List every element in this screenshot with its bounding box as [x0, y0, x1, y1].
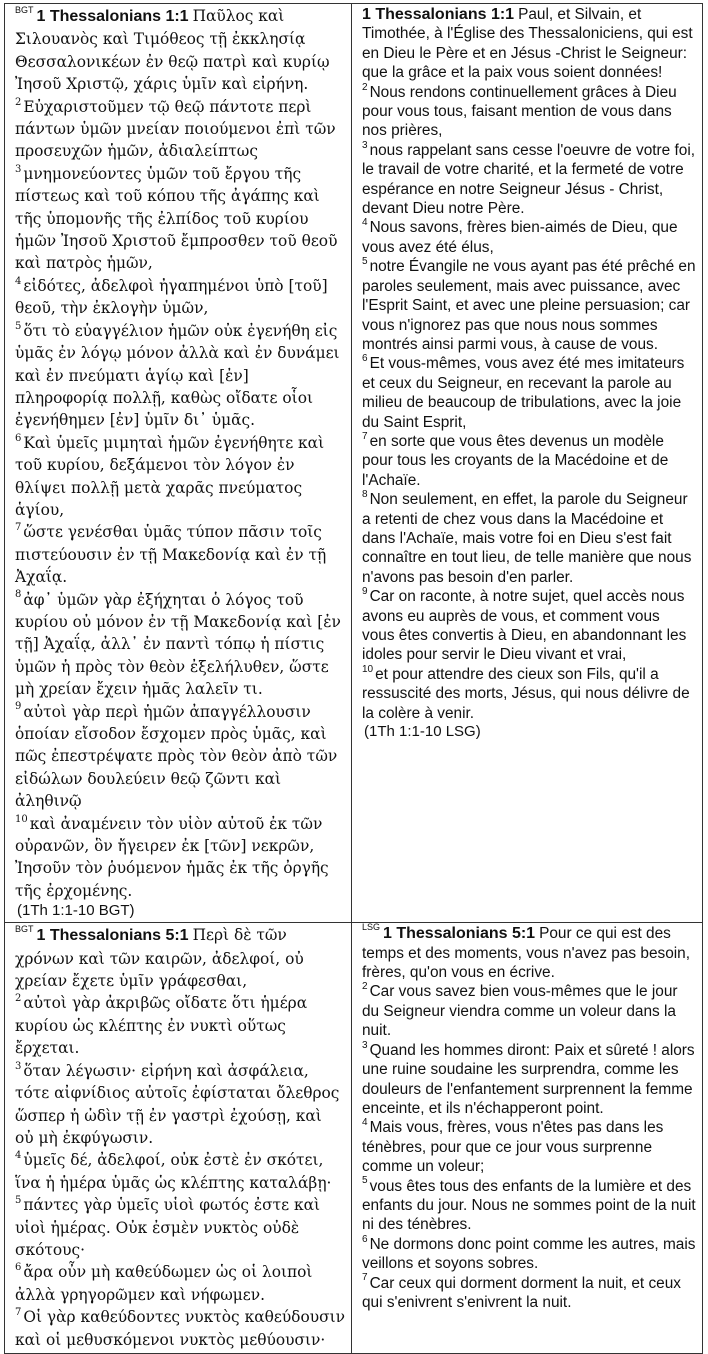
verse-number: 2 [15, 993, 22, 1005]
verse-number: 6 [15, 432, 22, 444]
verse [15, 589, 345, 701]
verse-number: 6 [362, 353, 368, 365]
verse-number: 7 [15, 1307, 22, 1319]
verse-number: 5 [362, 256, 368, 268]
verse [15, 992, 345, 1059]
verse [362, 1235, 696, 1274]
verse [15, 1261, 345, 1306]
verse [362, 1177, 696, 1235]
verse-number: 6 [362, 1233, 368, 1245]
french-passage-cell-1th-5 [352, 923, 703, 1354]
verse-number: 3 [362, 1039, 368, 1051]
verse [362, 982, 696, 1040]
verse [362, 257, 696, 354]
verse-number: 5 [362, 1175, 368, 1187]
verse-text: Pour ce qui est des temps et des moments, vous n'avez pas besoin, frères, qu'on vous en écrive. [362, 925, 691, 982]
french-passage-1th-1 [362, 5, 696, 741]
passage-citation: (1Th 1:1-10 BGT) [17, 902, 135, 920]
verse-text: Paul, et Silvain, et Timothée, à l'Église des Thessaloniciens, qui est en Dieu le Père et en Jésus -Christ le Seigneur: que la grâce et la paix vous soient données! [362, 6, 693, 82]
verse-text: Παῦλος καὶ Σιλουανὸς καὶ Τιμόθεος τῇ ἐκκλησίᾳ Θεσσαλονικέων ἐν θεῷ πατρὶ καὶ κυρίῳ Ἰησοῦ Χριστῷ, χάρις ὑμῖν καὶ εἰρήνη. [15, 7, 330, 94]
verse-text: et pour attendre des cieux son Fils, qu'il a ressuscité des morts, Jésus, qui nous délivre de la colère à venir. [362, 665, 690, 722]
verse-text: en sorte que vous êtes devenus un modèle pour tous les croyants de la Macédoine et de l'Achaïe. [362, 432, 669, 489]
passage-heading: 1 Thessalonians 5:1 [383, 925, 536, 943]
verse-text: notre Évangile ne vous ayant pas été prêché en paroles seulement, mais avec puissance, avec l'Esprit Saint, et avec une pleine persuasion; car vous n'ignorez pas que nous nous sommes montrés ainsi parmi vous, à cause de vous. [362, 258, 696, 353]
verse-text: ὅταν λέγωσιν· εἰρήνη καὶ ἀσφάλεια, τότε αἰφνίδιος αὐτοῖς ἐφίσταται ὄλεθρος ὥσπερ ἡ ὠδὶν τῇ ἐν γαστρὶ ἐχούσῃ, καὶ οὐ μὴ ἐκφύγωσιν. [15, 1061, 340, 1147]
verse-number: 2 [362, 81, 368, 93]
verse [362, 1041, 696, 1119]
verse [15, 813, 345, 903]
version-tag: BGT [15, 4, 34, 15]
verse-text: Car on raconte, à notre sujet, quel accès nous avons eu auprès de vous, et comment vous vous êtes convertis à Dieu, en abandonnant les idoles pour servir le Dieu vivant et vrai, [362, 588, 687, 664]
verse-number: 4 [15, 1150, 22, 1162]
verse [362, 1274, 696, 1313]
verse [362, 141, 696, 219]
verse-text: ὑμεῖς δέ, ἀδελφοί, οὐκ ἐστὲ ἐν σκότει, ἵνα ἡ ἡμέρα ὑμᾶς ὡς κλέπτης καταλάβῃ· [15, 1151, 332, 1192]
verse-text: Καὶ ὑμεῖς μιμηταὶ ἡμῶν ἐγενήθητε καὶ τοῦ κυρίου, δεξάμενοι τὸν λόγον ἐν θλίψει πολλῇ μετὰ χαρᾶς πνεύματος ἁγίου, [15, 433, 325, 519]
verse-number: 4 [362, 217, 368, 229]
passage-heading: 1 Thessalonians 1:1 [362, 6, 515, 23]
verse [362, 587, 696, 665]
verse [362, 5, 696, 83]
greek-passage-1th-1 [15, 5, 345, 920]
verse-number: 6 [15, 1262, 22, 1274]
verse [15, 432, 345, 522]
greek-passage-cell-1th-5 [5, 923, 352, 1354]
verse [15, 320, 345, 432]
verse [15, 521, 345, 588]
verse-text: μνημονεύοντες ὑμῶν τοῦ ἔργου τῆς πίστεως καὶ τοῦ κόπου τῆς ἀγάπης καὶ τῆς ὑπομονῆς τῆς ἐλπίδος τοῦ κυρίου ἡμῶν Ἰησοῦ Χριστοῦ ἔμπροσθεν τοῦ θεοῦ καὶ πατρὸς ἡμῶν, [15, 164, 338, 273]
greek-passage-cell-1th-1 [5, 4, 352, 923]
verse-text: Περὶ δὲ τῶν χρόνων καὶ τῶν καιρῶν, ἀδελφοί, οὐ χρείαν ἔχετε ὑμῖν γράφεσθαι, [15, 926, 304, 991]
verse-text: ὅτι τὸ εὐαγγέλιον ἡμῶν οὐκ ἐγενήθη εἰς ὑμᾶς ἐν λόγῳ μόνον ἀλλὰ καὶ ἐν δυνάμει καὶ ἐν πνεύματι ἁγίῳ καὶ [ἐν] πληροφορίᾳ πολλῇ, καθὼς οἴδατε οἷοι ἐγενήθημεν [ἐν] ὑμῖν δι᾽ ὑμᾶς. [15, 321, 340, 430]
verse-text: vous êtes tous des enfants de la lumière et des enfants du jour. Nous ne sommes point de la nuit ni des ténèbres. [362, 1177, 696, 1234]
version-tag: LSG [362, 922, 381, 933]
passage-heading: 1 Thessalonians 1:1 [36, 8, 189, 25]
verse [362, 218, 696, 257]
verse-text: Car ceux qui dorment dorment la nuit, et ceux qui s'enivrent s'enivrent la nuit. [362, 1274, 681, 1311]
verse [15, 1306, 345, 1351]
parallel-bible-table [4, 3, 703, 1354]
verse-number: 2 [15, 96, 22, 108]
verse-number: 10 [362, 663, 374, 675]
verse [15, 96, 345, 163]
verse-text: Nous rendons continuellement grâces à Dieu pour vous tous, faisant mention de vous dans nos prières, [362, 83, 677, 140]
verse-number: 7 [15, 522, 22, 534]
verse [362, 1118, 696, 1176]
verse [362, 665, 696, 723]
verse [15, 163, 345, 275]
verse-number: 5 [15, 1195, 22, 1206]
verse-number: 3 [15, 163, 22, 175]
verse-text: Εὐχαριστοῦμεν τῷ θεῷ πάντοτε περὶ πάντων ὑμῶν μνείαν ποιούμενοι ἐπὶ τῶν προσευχῶν ἡμῶν, ἀδιαλείπτως [15, 97, 336, 161]
verse-number: 2 [362, 981, 368, 993]
verse-text: Ne dormons donc point comme les autres, mais veillons et soyons sobres. [362, 1235, 696, 1273]
verse-text: αὐτοὶ γὰρ περὶ ἡμῶν ἀπαγγέλλουσιν ὁποίαν εἴσοδον ἔσχομεν πρὸς ὑμᾶς, καὶ πῶς ἐπεστρέψατε πρὸς τὸν θεὸν ἀπὸ τῶν εἰδώλων δουλεύειν θεῷ ζῶντι καὶ ἀληθινῷ [15, 702, 338, 811]
verse-text: Car vous savez bien vous-mêmes que le jour du Seigneur viendra comme un voleur dans la nuit. [362, 983, 678, 1040]
verse-text: ὥστε γενέσθαι ὑμᾶς τύπον πᾶσιν τοῖς πιστεύουσιν ἐν τῇ Μακεδονίᾳ καὶ ἐν τῇ Ἀχαΐᾳ. [15, 523, 327, 587]
verse [362, 83, 696, 141]
verse [362, 354, 696, 432]
verse-text: Et vous-mêmes, vous avez été mes imitateurs et ceux du Seigneur, en recevant la parole au milieu de beaucoup de tribulations, avec la joie du Saint Esprit, [362, 355, 685, 431]
verse-text: Οἱ γὰρ καθεύδοντες νυκτὸς καθεύδουσιν καὶ οἱ μεθυσκόμενοι νυκτὸς μεθύουσιν· [15, 1308, 345, 1349]
verse-number: 3 [362, 139, 368, 151]
french-passage-cell-1th-1 [352, 4, 703, 923]
verse-number: 4 [362, 1117, 368, 1129]
verse-number: 9 [362, 586, 368, 598]
verse [15, 924, 345, 992]
verse-number: 10 [15, 813, 28, 825]
verse [15, 5, 345, 96]
verse [15, 1060, 345, 1150]
verse-number: 8 [362, 489, 368, 501]
verse-text: Nous savons, frères bien-aimés de Dieu, que vous avez été élus, [362, 219, 678, 256]
french-passage-1th-5 [362, 924, 696, 1312]
verse-number: 9 [15, 701, 22, 713]
verse-number: 7 [362, 430, 368, 442]
verse-text: αὐτοὶ γὰρ ἀκριβῶς οἴδατε ὅτι ἡμέρα κυρίου ὡς κλέπτης ἐν νυκτὶ οὕτως ἔρχεται. [15, 994, 308, 1058]
verse-number: 3 [15, 1060, 22, 1072]
passage-citation: (1Th 1:1-10 LSG) [364, 723, 481, 741]
verse-number: 4 [15, 275, 22, 287]
verse-text: Non seulement, en effet, la parole du Seigneur a retenti de chez vous dans la Macédoine et dans l'Achaïe, mais votre foi en Dieu s'est fait connaître en tout lieu, de telle manière que nous n'avons pas besoin d'en parler. [362, 491, 692, 586]
verse-text: καὶ ἀναμένειν τὸν υἱὸν αὐτοῦ ἐκ τῶν οὐρανῶν, ὃν ἤγειρεν ἐκ [τῶν] νεκρῶν, Ἰησοῦν τὸν ῥυόμενον ἡμᾶς ἐκ τῆς ὀργῆς τῆς ἐρχομένης. [15, 814, 329, 900]
version-tag: BGT [15, 924, 34, 935]
verse [362, 432, 696, 490]
passage-heading: 1 Thessalonians 5:1 [36, 927, 189, 945]
greek-passage-1th-5 [15, 924, 345, 1351]
table-row [5, 4, 703, 923]
verse-text: nous rappelant sans cesse l'oeuvre de votre foi, le travail de votre charité, et la fermeté de votre espérance en notre Seigneur Jésus - Christ, devant Dieu notre Père. [362, 141, 696, 218]
table-row [5, 923, 703, 1354]
verse-text: πάντες γὰρ ὑμεῖς υἱοὶ φωτός ἐστε καὶ υἱοὶ ἡμέρας. Οὐκ ἐσμὲν νυκτὸς οὐδὲ σκότους· [15, 1196, 321, 1259]
verse-text: ἄρα οὖν μὴ καθεύδωμεν ὡς οἱ λοιποὶ ἀλλὰ γρηγορῶμεν καὶ νήφωμεν. [15, 1263, 313, 1304]
verse [362, 924, 696, 982]
verse [15, 1149, 345, 1194]
verse-number: 8 [15, 589, 22, 601]
verse [15, 275, 345, 320]
verse-number: 5 [15, 320, 22, 332]
verse [15, 701, 345, 813]
verse-text: εἰδότες, ἀδελφοὶ ἠγαπημένοι ὑπὸ [τοῦ] θεοῦ, τὴν ἐκλογὴν ὑμῶν, [15, 276, 328, 318]
verse-text: Quand les hommes diront: Paix et sûreté ! alors une ruine soudaine les surprendra, comme les douleurs de l'enfantement surprennent la femme enceinte, et ils n'échapperont point. [362, 1041, 695, 1117]
verse [362, 490, 696, 587]
verse-text: Mais vous, frères, vous n'êtes pas dans les ténèbres, pour que ce jour vous surprenne comme un voleur; [362, 1119, 664, 1176]
verse-text: ἀφ᾽ ὑμῶν γὰρ ἐξήχηται ὁ λόγος τοῦ κυρίου οὐ μόνον ἐν τῇ Μακεδονίᾳ καὶ [ἐν τῇ] Ἀχαΐᾳ, ἀλλ᾽ ἐν παντὶ τόπῳ ἡ πίστις ὑμῶν ἡ πρὸς τὸν θεὸν ἐξελήλυθεν, ὥστε μὴ χρείαν ἔχειν ἡμᾶς λαλεῖν τι. [15, 590, 341, 699]
verse-number: 7 [362, 1272, 368, 1284]
verse [15, 1194, 345, 1261]
